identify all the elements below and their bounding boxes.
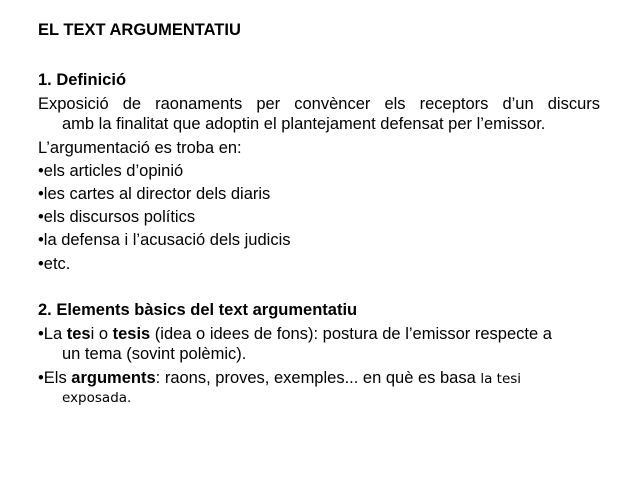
section1-heading: 1. Definició bbox=[38, 71, 127, 89]
list-item: •els articles d’opinió bbox=[38, 162, 184, 180]
tesi-term: tes bbox=[66, 325, 91, 343]
slide-title: EL TEXT ARGUMENTATIU bbox=[38, 21, 241, 39]
list-item: •la defensa i l’acusació dels judicis bbox=[38, 231, 291, 249]
list-item: •les cartes al director dels diaris bbox=[38, 185, 271, 203]
tesi-mid: i o bbox=[90, 325, 113, 343]
tesi-definition: (idea o idees de fons): postura de l’emissor respecte a bbox=[150, 325, 552, 343]
list-item: •etc. bbox=[38, 255, 71, 273]
arguments-term: arguments bbox=[71, 369, 156, 387]
section2-heading: 2. Elements bàsics del text argumentatiu bbox=[38, 301, 358, 319]
definition-line2: amb la finalitat que adoptin el plantejament defensat per l’emissor. bbox=[62, 115, 546, 133]
argumentation-intro: L’argumentació es troba en: bbox=[38, 139, 242, 157]
tesi-line1 bbox=[38, 324, 600, 344]
arguments-prefix: •Els bbox=[38, 369, 72, 387]
arguments-line1 bbox=[38, 368, 600, 389]
tesis-term: tesis bbox=[112, 325, 151, 343]
arguments-definition: : raons, proves, exemples... en què es basa bbox=[155, 369, 481, 387]
list-item: •els discursos polítics bbox=[38, 208, 196, 226]
arguments-line2: exposada. bbox=[62, 390, 132, 406]
tesi-prefix: •La bbox=[38, 325, 67, 343]
definition-line1: Exposició de raonaments per convèncer els receptors d’un discurs bbox=[38, 95, 600, 113]
tesi-line2: un tema (sovint polèmic). bbox=[62, 345, 247, 363]
arguments-small-text: la tesi bbox=[480, 371, 522, 387]
